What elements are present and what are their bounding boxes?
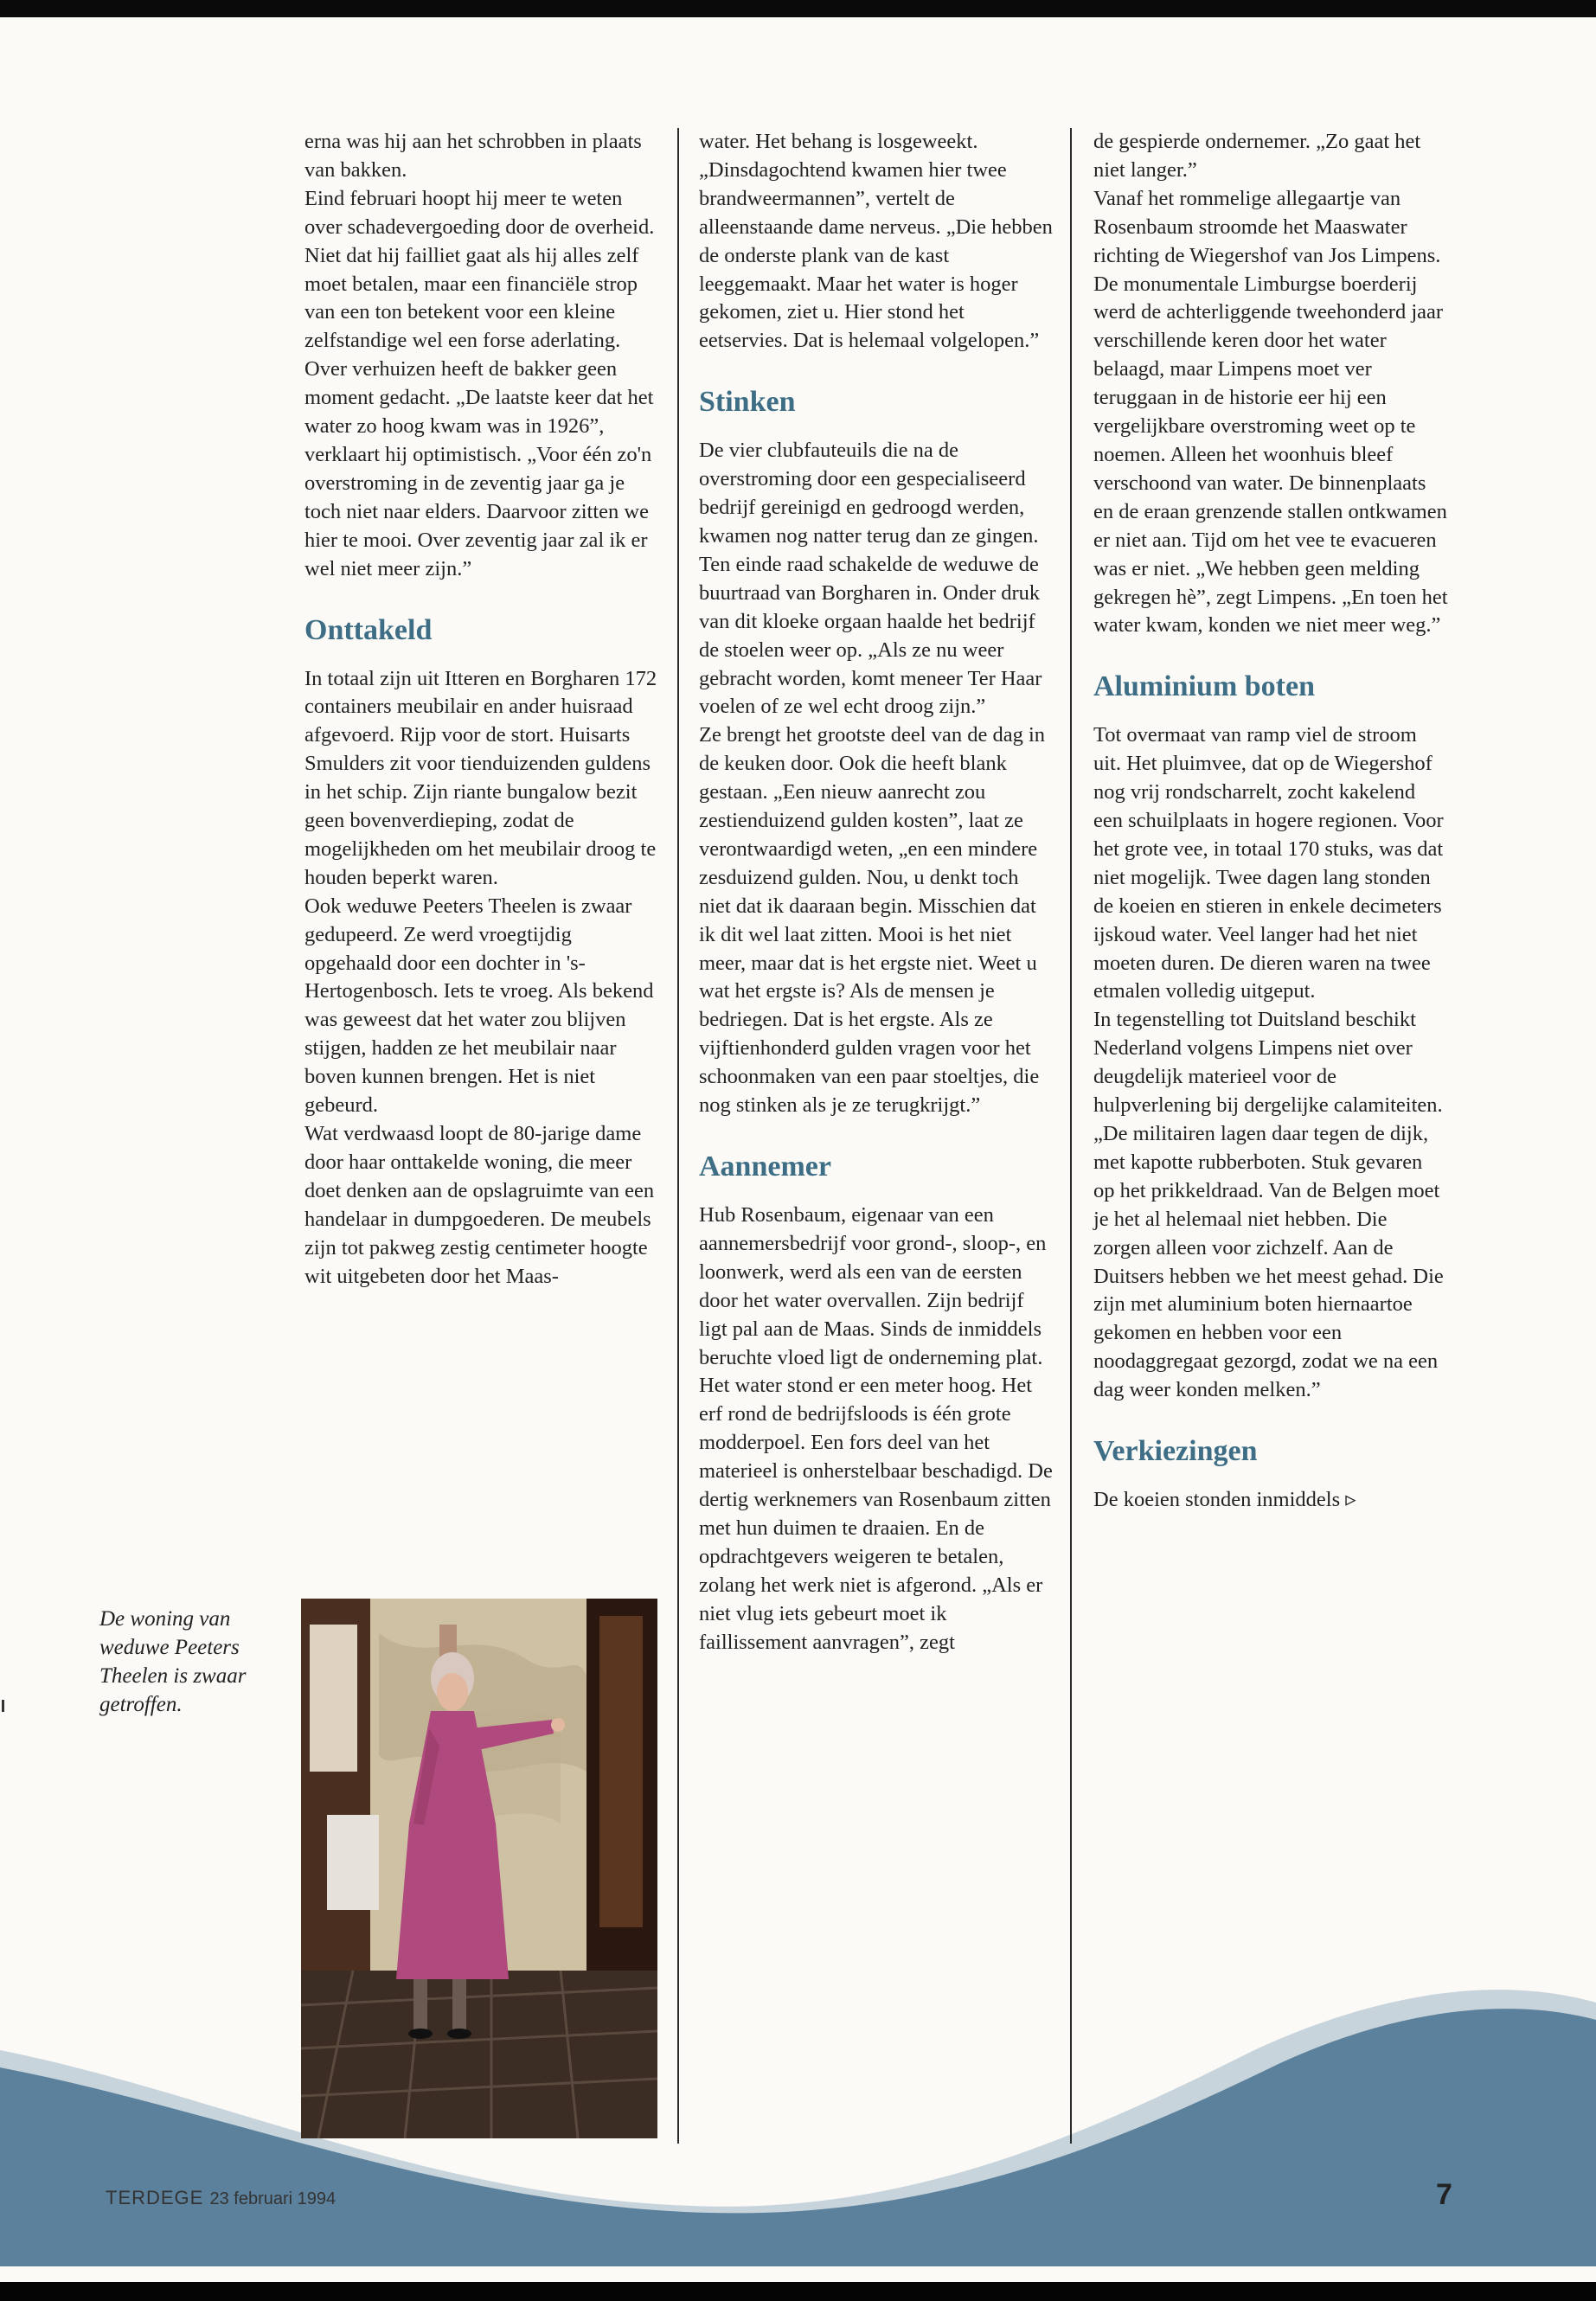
body-paragraph: In tegenstelling tot Duitsland beschikt Nederland volgens Limpens niet over deugdelijk materieel voor de hulpverlening bij dergelijke calamiteiten. „De militairen lagen daar tegen de dijk, met kapotte rubberboten. Stuk gevaren op het prikkeldraad. Van de Belgen moet je het al helemaal niet hebben. Die zorgen alleen voor zichzelf. Aan de Duitsers hebben we het meest gehad. Die zijn met aluminium boten hiernaartoe gekomen en hebben voor een noodaggregaat gezorgd, zodat we na een dag weer konden melken.” bbox=[1093, 1008, 1444, 1402]
body-paragraph: Vanaf het rommelige allegaartje van Rosenbaum stroomde het Maaswater richting de Wiegershof van Jos Limpens. De monumentale Limburgse boerderij werd de achterliggende tweehonderd jaar verschillende keren door het water belaagd, maar Limpens moet ver teruggaan in de historie eer hij een vergelijkbare overstroming weet op te noemen. Alleen het woonhuis bleef verschoond van water. De binnenplaats en de eraan grenzende stallen ontkwamen er niet aan. Tijd om het vee te evacueren was er niet. „We hebben geen melding gekregen hè”, zegt Limpens. „En toen het water kwam, konden we niet meer weg.” bbox=[1093, 186, 1448, 638]
body-paragraph: Wat verdwaasd loopt de 80-jarige dame door haar onttakelde woning, die meer doet denken aan de opslagruimte van een handelaar in dumpgoederen. De meubels zijn tot pakweg zestig centimeter hoogte wit uitgebeten door het Maas- bbox=[304, 1122, 655, 1288]
section-heading: Stinken bbox=[699, 386, 796, 419]
page-number: 7 bbox=[1436, 2178, 1452, 2211]
body-paragraph: Hub Rosenbaum, eigenaar van een aannemersbedrijf voor grond-, sloop-, en loonwerk, werd als een van de eersten door het water overvallen. Zijn bedrijf ligt pal aan de Maas. Sinds de inmiddels beruchte vloed ligt de onderneming plat. Het water stond er een meter hoog. Het erf rond de bedrijfsloods is één grote modderpoel. Een fors deel van het materieel is onherstelbaar beschadigd. De dertig werknemers van Rosenbaum zitten met hun duimen te draaien. En de opdrachtgevers weigeren te betalen, zolang het werk niet is afgerond. „Als er niet vlug iets gebeurt moet ik faillissement aanvragen”, zegt bbox=[699, 1203, 1053, 1654]
body-paragraph: Tot overmaat van ramp viel de stroom uit. Het pluimvee, dat op de Wiegershof nog vrij rondscharrelt, zocht kakelend een schuilplaats in hogere regionen. Voor het grote vee, in totaal 170 stuks, was dat niet mogelijk. Twee dagen lang stonden de koeien en stieren in enkele decimeters ijskoud water. Veel langer had het niet moeten duren. De dieren waren na twee etmalen volledig uitgeput. bbox=[1093, 723, 1444, 1003]
article-column-2 bbox=[699, 128, 1054, 1657]
body-paragraph: In totaal zijn uit Itteren en Borgharen 172 containers meubilair en ander huisraad afgevoerd. Rijp voor de stort. Huisarts Smulders zit voor tienduizenden guldens in het schip. Zijn riante bungalow bezit geen bovenverdieping, zodat de mogelijkheden om het meubilair droog te houden beperkt waren. bbox=[304, 666, 657, 889]
magazine-name: TERDEGE bbox=[106, 2187, 204, 2208]
footer-publication bbox=[106, 2187, 336, 2209]
section-heading: Verkiezingen bbox=[1093, 1435, 1258, 1468]
body-paragraph: erna was hij aan het schrobben in plaats van bakken. bbox=[304, 130, 642, 182]
section-heading: Aluminium boten bbox=[1093, 670, 1315, 703]
section-heading: Aannemer bbox=[699, 1150, 831, 1183]
article-column-3 bbox=[1093, 128, 1448, 1515]
body-paragraph: Ook weduwe Peeters Theelen is zwaar gedupeerd. Ze werd vroegtijdig opgehaald door een dochter in 's-Hertogenbosch. Iets te vroeg. Als bekend was geweest dat het water zou blijven stijgen, hadden ze het meubilair naar boven kunnen brengen. Het is niet gebeurd. bbox=[304, 894, 654, 1118]
article-column-1 bbox=[304, 128, 659, 1291]
edge-mark bbox=[2, 1700, 4, 1712]
body-paragraph: de gespierde ondernemer. „Zo gaat het niet langer.” bbox=[1093, 130, 1421, 182]
column-rule-right bbox=[1070, 128, 1072, 2144]
photo-widow-in-room bbox=[301, 1599, 657, 2138]
body-paragraph: water. Het behang is losgeweekt. „Dinsdagochtend kwamen hier twee brandweermannen”, vertelt de alleenstaande dame nerveus. „Die hebben de onderste plank van de kast leeggemaakt. Maar het water is hoger gekomen, ziet u. Hier stond het eetservies. Dat is helemaal volgelopen.” bbox=[699, 130, 1053, 353]
photo-caption: De woning van weduwe Peeters Theelen is zwaar getroffen. bbox=[99, 1607, 247, 1716]
body-paragraph: Over verhuizen heeft de bakker geen moment gedacht. „De laatste keer dat het water zo hoog kwam was in 1926”, verklaart hij optimistisch. „Voor één zo'n overstroming in de zeventig jaar ga je toch niet naar elders. Daarvoor zitten we hier te mooi. Over zeventig jaar zal ik er wel niet meer zijn.” bbox=[304, 357, 654, 580]
body-paragraph: Eind februari hoopt hij meer te weten over schadevergoeding door de overheid. Niet dat hij failliet gaat als hij alles zelf moet betalen, maar een financiële strop van een ton betekent voor een kleine zelfstandige wel een forse aderlating. bbox=[304, 186, 655, 353]
body-paragraph: Ze brengt het grootste deel van de dag in de keuken door. Ook die heeft blank gestaan. „Een nieuw aanrecht zou zestienduizend gulden kosten”, laat ze verontwaardigd weten, „en een mindere zesduizend gulden. Nou, u denkt toch niet dat ik daaraan begin. Misschien dat ik dit wel laat zitten. Mooi is het niet meer, maar dat is het ergste niet. Weet u wat het ergste is? Als de mensen je bedriegen. Dat is het ergste. Als ze vijftienhonderd gulden vragen voor het schoonmaken van een paar stoeltjes, die nog stinken als je ze terugkrijgt.” bbox=[699, 723, 1046, 1118]
issue-date: 23 februari 1994 bbox=[209, 2189, 337, 2208]
wave-graphic bbox=[0, 1920, 1596, 2266]
body-paragraph: De koeien stonden inmiddels ▹ bbox=[1093, 1488, 1356, 1512]
body-paragraph: De vier clubfauteuils die na de overstroming door een gespecialiseerd bedrijf gereinigd en gedroogd werden, kwamen nog natter terug dan ze gingen. Ten einde raad schakelde de weduwe de buurtraad van Borgharen in. Onder druk van dit kloeke orgaan haalde het bedrijf de stoelen weer op. „Als ze nu weer gebracht worden, komt meneer Ter Haar voelen of ze wel echt droog zijn.” bbox=[699, 439, 1042, 719]
column-rule-left bbox=[677, 128, 679, 2144]
top-border bbox=[0, 0, 1596, 17]
section-heading: Onttakeld bbox=[304, 613, 433, 646]
bottom-border bbox=[0, 2282, 1596, 2301]
